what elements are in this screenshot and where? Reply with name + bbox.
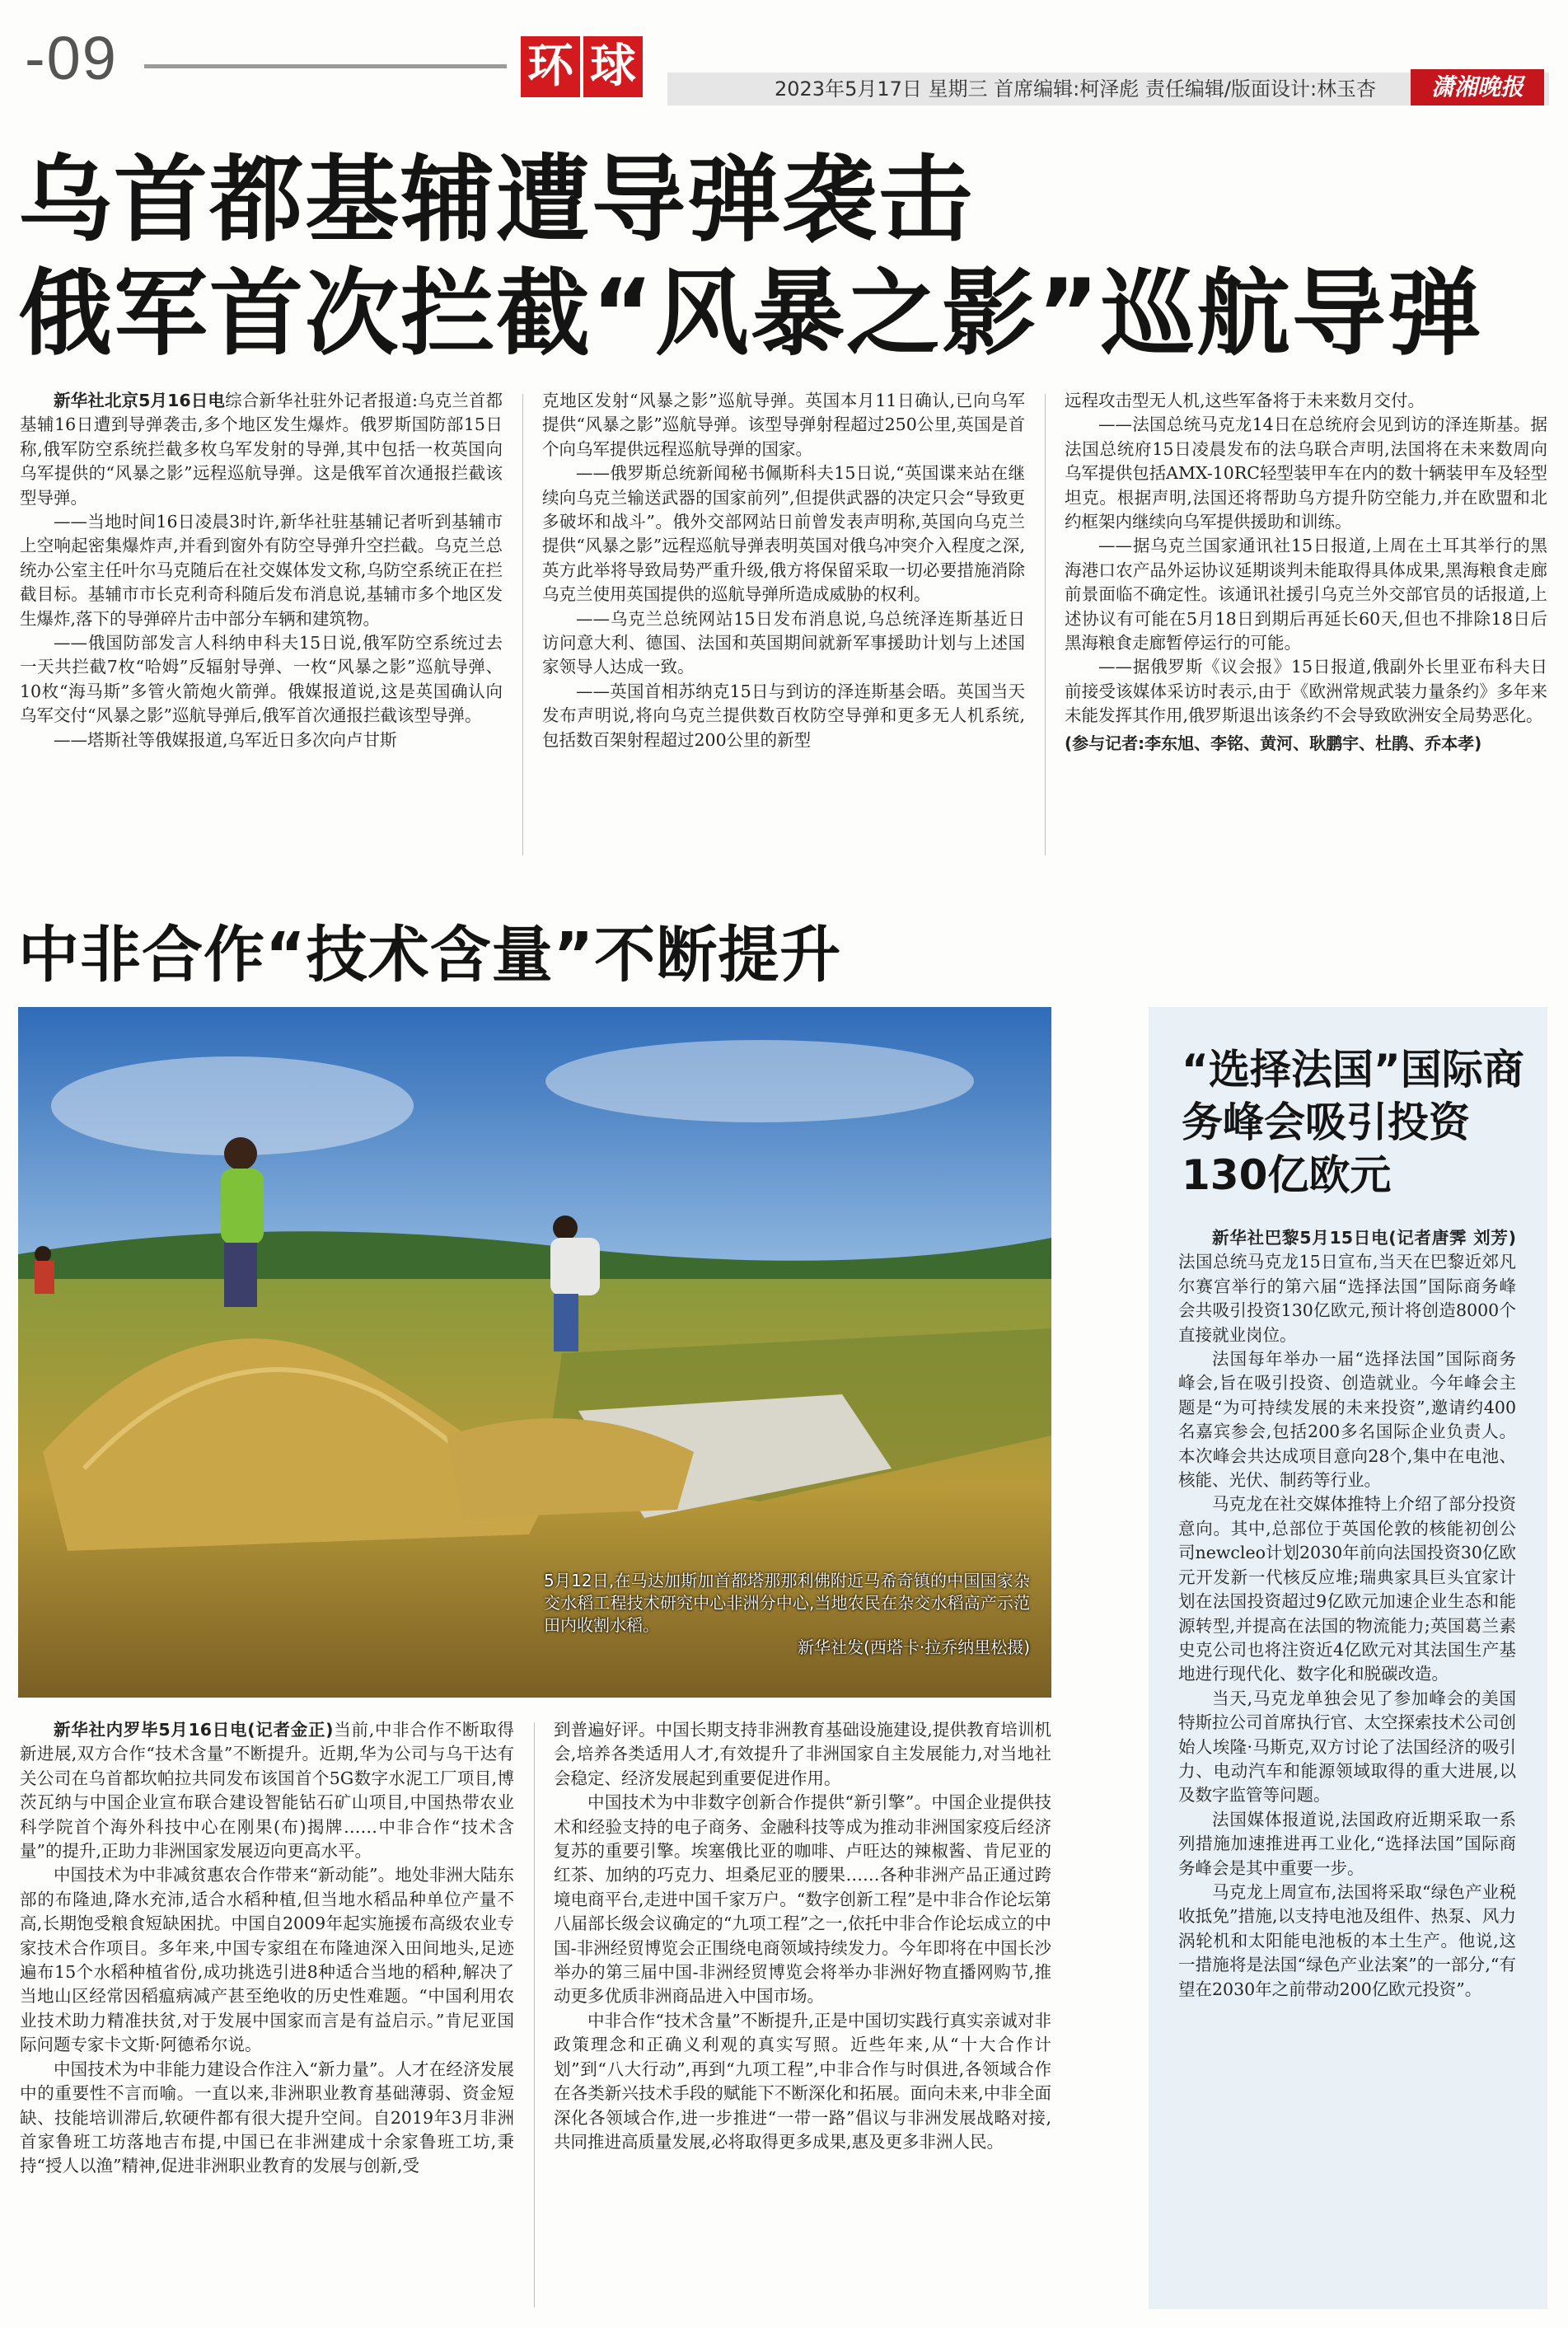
paragraph-text: 综合新华社驻外记者报道:乌克兰首都基辅16日遭到导弹袭击,多个地区发生爆炸。俄罗斯国防部15日称,俄军防空系统拦截多枚乌军发射的导弹,其中包括一枚英国向乌军提供的“风暴之影”远程巡航导弹。这是俄军首次通报拦截该型导弹。 xyxy=(20,391,503,508)
newspaper-logo: 潇湘晚报 xyxy=(1411,69,1544,105)
paragraph-text: 马克龙在社交媒体推特上介绍了部分投资意向。其中,总部位于英国伦敦的核能初创公司newcleo计划2030年前向法国投资30亿欧元开发新一代核反应堆;瑞典家具巨头宜家计划在法国投资超过9亿欧元加速企业生态和能源转型,并提高在法国的物流能力;英国葛兰素史克公司也将注资近4亿欧元对其法国生产基地进行现代化、数字化和脱碳改造。 xyxy=(1178,1494,1516,1684)
article2-column-1 xyxy=(20,1718,514,2320)
column-divider xyxy=(522,394,523,855)
headline-article2: 中非合作“技术含量”不断提升 xyxy=(18,920,842,991)
article2-column-2 xyxy=(554,1718,1051,2320)
paragraph xyxy=(1178,1226,1516,1347)
paragraph-text: ——据乌克兰国家通讯社15日报道,上周在土耳其举行的黑海港口农产品外运协议延期谈判未能取得具体成果,黑海粮食走廊前景面临不确定性。该通讯社援引乌克兰外交部官员的话报道,上述协议有可能在5月18日到期后再延长60天,但也不排除18日后黑海粮食走廊暂停运行的可能。 xyxy=(1065,536,1547,653)
section-char: 环 xyxy=(521,36,580,97)
column-divider xyxy=(534,1722,535,2307)
paragraph-text: 中国技术为中非能力建设合作注入“新力量”。人才在经济发展中的重要性不言而喻。一直以来,非洲职业教育基础薄弱、资金短缺、技能培训滞后,软硬件都有很大提升空间。自2019年3月非洲首家鲁班工坊落地吉布提,中国已在非洲建成十余家鲁班工坊,秉持“授人以渔”精神,促进非洲职业教育的发展与创新,受 xyxy=(20,2059,514,2176)
paragraph-text: ——英国首相苏纳克15日与到访的泽连斯基会晤。英国当天发布声明说,将向乌克兰提供数百枚防空导弹和更多无人机系统,包括数百架射程超过200公里的新型 xyxy=(542,681,1025,750)
column-divider xyxy=(1045,394,1046,855)
paragraph-text: ——乌克兰总统网站15日发布消息说,乌总统泽连斯基近日访问意大利、德国、法国和英国期间就新军事援助计划与上述国家领导人达成一致。 xyxy=(542,608,1025,677)
paragraph xyxy=(20,728,503,752)
paragraph-text: ——当地时间16日凌晨3时许,新华社驻基辅记者听到基辅市上空响起密集爆炸声,并看到窗外有防空导弹升空拦截。乌克兰总统办公室主任叶尔马克随后在社交媒体发文称,乌防空系统正在拦截目标。基辅市市长克利奇科随后发布消息说,基辅市多个地区发生爆炸,落下的导弹碎片击中部分车辆和建筑物。 xyxy=(20,512,503,629)
paragraph xyxy=(20,510,503,631)
paragraph-text: 当前,中非合作不断取得新进展,双方合作“技术含量”不断提升。近期,华为公司与乌干达有关公司在乌首都坎帕拉共同发布该国首个5G数字水泥工厂项目,博茨瓦纳与中国企业宣布联合建设智能钻石矿山项目,中国热带农业科学院首个海外科技中心在刚果(布)揭牌……中非合作“技术含量”的提升,正助力非洲国家发展迈向更高水平。 xyxy=(20,1720,514,1862)
paragraph-text: 马克龙上周宣布,法国将采取“绿色产业税收抵免”措施,以支持电池及组件、热泵、风力涡轮机和太阳能电池板的本土生产。他说,这一措施将是法国“绿色产业法案”的一部分,“有望在2030年之前带动200亿欧元投资”。 xyxy=(1178,1881,1516,1999)
dateline: 新华社内罗毕5月16日电(记者金正) xyxy=(54,1720,334,1740)
paragraph xyxy=(1065,655,1547,728)
paragraph-text: 中非合作“技术含量”不断提升,正是中国切实践行真实亲诚对非政策理念和正确义利观的真实写照。近些年来,从“十大合作计划”到“八大行动”,再到“九项工程”,中非合作与时俱进,各领域合作在各类新兴技术手段的赋能下不断深化和拓展。面向未来,中非全面深化各领域合作,进一步推进“一带一路”倡议与非洲发展战略对接,共同推进高质量发展,必将取得更多成果,惠及更多非洲人民。 xyxy=(554,2010,1051,2152)
header-info: 2023年5月17日 星期三 首席编辑:柯泽彪 责任编辑/版面设计:林玉杏 xyxy=(775,77,1377,101)
paragraph xyxy=(1065,534,1547,655)
sidebar-body xyxy=(1178,1226,1516,2298)
paragraph xyxy=(1178,1347,1516,1492)
photo-caption-text: 5月12日,在马达加斯加首都塔那那利佛附近马希奇镇的中国国家杂交水稻工程技术研究中心非洲分中心,当地农民在杂交水稻高产示范田内收割水稻。 xyxy=(544,1571,1030,1635)
paragraph xyxy=(554,2009,1051,2154)
paragraph-text: 法国媒体报道说,法国政府近期采取一系列措施加速推进再工业化,“选择法国”国际商务峰会是其中重要一步。 xyxy=(1178,1809,1516,1878)
headline-line-1: 乌首都基辅遭导弹袭击 xyxy=(18,145,975,255)
section-char: 球 xyxy=(583,36,643,97)
paragraph-text: ——法国总统马克龙14日在总统府会见到访的泽连斯基。据法国总统府15日凌晨发布的法乌联合声明,法国将在未来数周向乌军提供包括AMX-10RC轻型装甲车在内的数十辆装甲车及轻型坦克。根据声明,法国还将帮助乌方提升防空能力,并在欧盟和北约框架内继续向乌军提供援助和训练。 xyxy=(1065,415,1547,532)
page-number: -09 xyxy=(25,24,118,92)
paragraph xyxy=(542,680,1025,752)
paragraph-text: 中国技术为中非数字创新合作提供“新引擎”。中国企业提供技术和经验支持的电子商务、金融科技等成为推动非洲国家疫后经济复苏的重要引擎。埃塞俄比亚的咖啡、卢旺达的辣椒酱、肯尼亚的红茶、加纳的巧克力、坦桑尼亚的腰果……各种非洲产品正通过跨境电商平台,走进中国千家万户。“数字创新工程”是中非合作论坛第八届部长级会议确定的“九项工程”之一,依托中非合作论坛成立的中国-非洲经贸博览会正围绕电商领域持续发力。今年即将在中国长沙举办的第三届中国-非洲经贸博览会将举办非洲好物直播网购节,推动更多优质非洲商品进入中国市场。 xyxy=(554,1792,1051,2007)
photo-caption xyxy=(544,1570,1030,1659)
paragraph xyxy=(1178,1881,1516,2002)
reporter-credit: (参与记者:李东旭、李铭、黄河、耿鹏宇、杜鹃、乔本孝) xyxy=(1065,733,1482,753)
paragraph xyxy=(1178,1492,1516,1686)
dateline: 新华社巴黎5月15日电(记者唐霁 刘芳) xyxy=(1212,1228,1516,1248)
article1-column-1 xyxy=(20,389,503,863)
paragraph xyxy=(1065,413,1547,534)
paragraph xyxy=(20,1718,514,1863)
paragraph-text: ——俄罗斯总统新闻秘书佩斯科夫15日说,“英国谍来站在继续向乌克兰输送武器的国家前列”,但提供武器的决定只会“导致更多破坏和战斗”。俄外交部网站日前曾发表声明称,英国向乌克兰提供“风暴之影”远程巡航导弹表明英国对俄乌冲突介入程度之深,英方此举将导致局势严重升级,俄方将保留采取一切必要措施消除乌克兰使用英国提供的巡航导弹所造成威胁的权利。 xyxy=(542,463,1025,605)
paragraph-text: 远程攻击型无人机,这些军备将于未来数月交付。 xyxy=(1065,391,1425,410)
article1-column-2 xyxy=(542,389,1025,863)
paragraph-text: 克地区发射“风暴之影”巡航导弹。英国本月11日确认,已向乌军提供“风暴之影”巡航导弹。该型导弹射程超过250公里,英国是首个向乌军提供远程巡航导弹的国家。 xyxy=(542,391,1025,459)
paragraph xyxy=(542,607,1025,680)
article1-column-3 xyxy=(1065,389,1547,863)
paragraph xyxy=(20,1863,514,2057)
paragraph xyxy=(1178,1687,1516,1808)
paragraph-text: 法国总统马克龙15日宣布,当天在巴黎近郊凡尔赛宫举行的第六届“选择法国”国际商务峰会共吸引投资130亿欧元,预计将创造8000个直接就业岗位。 xyxy=(1178,1252,1516,1345)
paragraph xyxy=(20,2058,514,2179)
paragraph xyxy=(20,389,503,510)
paragraph-text: 中国技术为中非减贫惠农合作带来“新动能”。地处非洲大陆东部的布隆迪,降水充沛,适合水稻种植,但当地水稻品种单位产量不高,长期饱受粮食短缺困扰。中国自2009年起实施援布高级农业专家技术合作项目。多年来,中国专家组在布隆迪深入田间地头,足迹遍布15个水稻种植省份,成功挑选引进8种适合当地的稻种,解决了当地山区经常因稻瘟病减产甚至绝收的历史性难题。“中国利用农业技术助力精准扶贫,对于发展中国家而言是有益启示。”肯尼亚国际问题专家卡文斯·阿德希尔说。 xyxy=(20,1865,514,2055)
paragraph-text: 到普遍好评。中国长期支持非洲教育基础设施建设,提供教育培训机会,培养各类适用人才,有效提升了非洲国家自主发展能力,对当地社会稳定、经济发展起到重要促进作用。 xyxy=(554,1720,1051,1788)
dateline: 新华社北京5月16日电 xyxy=(54,391,226,410)
headline-line-2: 俄军首次拦截“风暴之影”巡航导弹 xyxy=(18,259,1483,368)
section-label xyxy=(521,36,646,97)
paragraph xyxy=(1065,389,1547,413)
paragraph xyxy=(542,461,1025,607)
paragraph-text: 当天,马克龙单独会见了参加峰会的美国特斯拉公司首席执行官、太空探索技术公司创始人埃隆·马斯克,双方讨论了法国经济的吸引力、电动汽车和能源领域取得的重大进展,以及数字监管等问题。 xyxy=(1178,1688,1516,1806)
paragraph xyxy=(1178,1808,1516,1881)
paragraph xyxy=(542,389,1025,461)
paragraph-text: 法国每年举办一届“选择法国”国际商务峰会,旨在吸引投资、创造就业。今年峰会主题是“为可持续发展的未来投资”,邀请约400名嘉宾参会,包括200多名国际企业负责人。本次峰会共达成项目意向28个,集中在电池、核能、光伏、制药等行业。 xyxy=(1178,1349,1516,1491)
photo-credit: 新华社发(西塔卡·拉乔纳里松摄) xyxy=(798,1637,1030,1657)
sidebar-headline: “选择法国”国际商务峰会吸引投资130亿欧元 xyxy=(1182,1046,1524,1199)
paragraph xyxy=(554,1791,1051,2009)
paragraph xyxy=(554,1718,1051,1791)
header-rule xyxy=(144,64,507,68)
paragraph xyxy=(20,631,503,728)
paragraph-text: ——俄国防部发言人科纳申科夫15日说,俄军防空系统过去一天共拦截7枚“哈姆”反辐射导弹、一枚“风暴之影”巡航导弹、10枚“海马斯”多管火箭炮火箭弹。俄媒报道说,这是英国确认向乌军交付“风暴之影”巡航导弹后,俄军首次通报拦截该型导弹。 xyxy=(20,633,503,726)
paragraph-text: ——塔斯社等俄媒报道,乌军近日多次向卢甘斯 xyxy=(54,729,397,750)
paragraph-text: ——据俄罗斯《议会报》15日报道,俄副外长里亚布科夫日前接受该媒体采访时表示,由于《欧洲常规武装力量条约》多年来未能发挥其作用,俄罗斯退出该条约不会导致欧洲安全局势恶化。 xyxy=(1065,657,1547,726)
